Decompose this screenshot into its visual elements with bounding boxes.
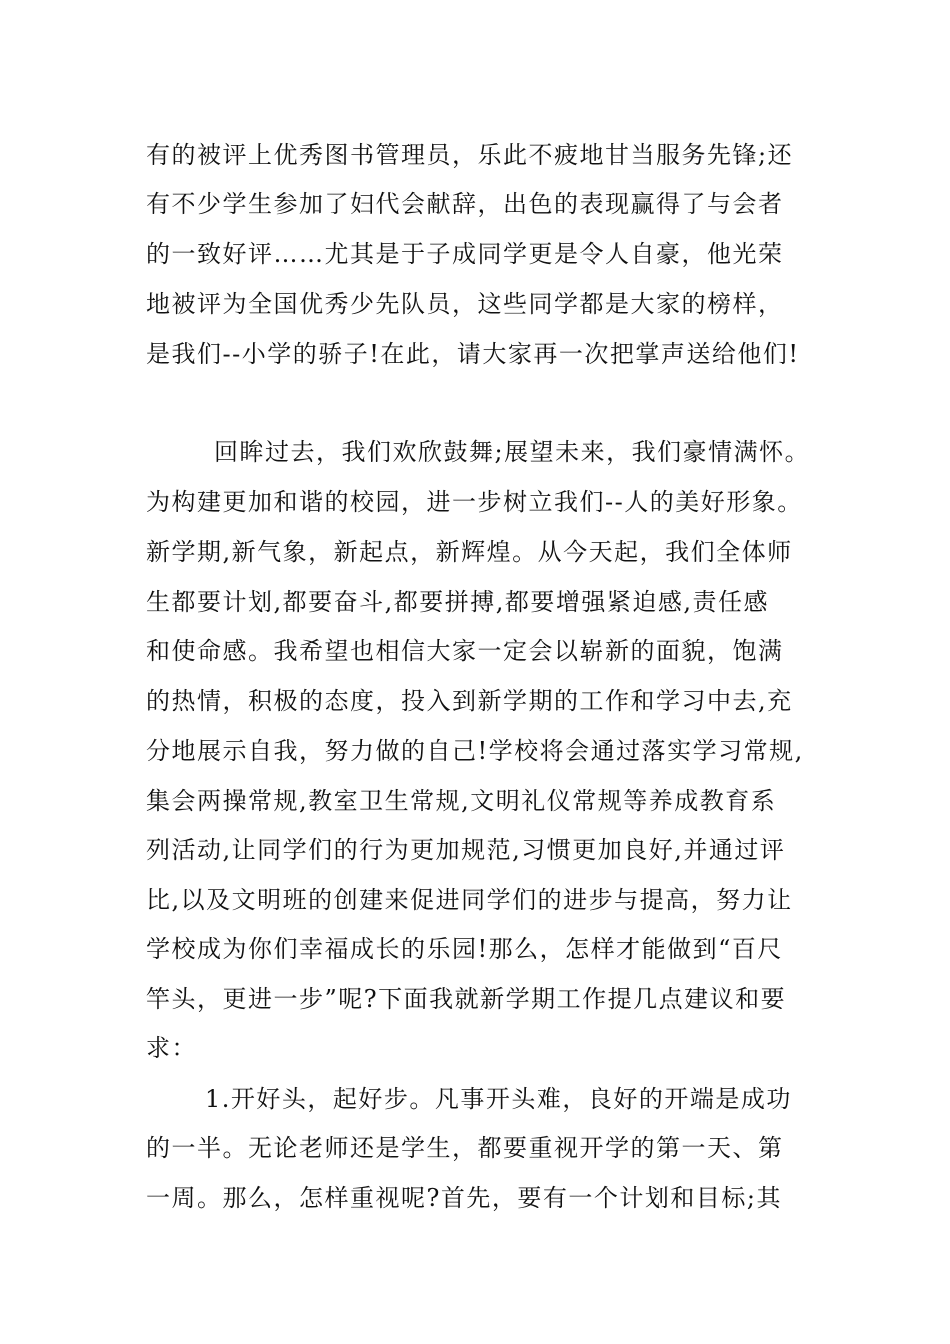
text-line: 新学期,新气象，新起点，新辉煌。从今天起，我们全体师 — [146, 538, 793, 566]
text-line: 学校成为你们幸福成长的乐园!那么，怎样才能做到“百尺 — [146, 935, 783, 963]
text-line: 和使命感。我希望也相信大家一定会以崭新的面貌，饱满 — [146, 637, 784, 665]
text-line: 地被评为全国优秀少先队员，这些同学都是大家的榜样， — [146, 290, 784, 318]
text-line: 是我们--小学的骄子!在此，请大家再一次把掌声送给他们! — [146, 340, 800, 368]
text-line: 分地展示自我，努力做的自己!学校将会通过落实学习常规, — [146, 737, 804, 765]
text-line: 一周。那么，怎样重视呢?首先，要有一个计划和目标;其 — [146, 1184, 782, 1212]
text-line: 生都要计划,都要奋斗,都要拼搏,都要增强紧迫感,责任感 — [146, 588, 770, 616]
text-line: 竿头，更进一步”呢?下面我就新学期工作提几点建议和要 — [146, 985, 787, 1013]
text-line: 有的被评上优秀图书管理员，乐此不疲地甘当服务先锋;还 — [146, 141, 794, 169]
text-line: 求： — [146, 1034, 197, 1062]
text-line: 的一半。无论老师还是学生，都要重视开学的第一天、第 — [146, 1134, 784, 1162]
text-line: 的一致好评……尤其是于子成同学更是令人自豪，他光荣 — [146, 240, 784, 268]
text-line: 集会两操常规,教室卫生常规,文明礼仪常规等养成教育系 — [146, 787, 777, 815]
text-line: 比,以及文明班的创建来促进同学们的进步与提高，努力让 — [146, 886, 793, 914]
text-line: 列活动,让同学们的行为更加规范,习惯更加良好,并通过评 — [146, 836, 786, 864]
text-line: 有不少学生参加了妇代会献辞，出色的表现赢得了与会者 — [146, 190, 784, 218]
paragraph-first-line: 回眸过去，我们欢欣鼓舞;展望未来，我们豪情满怀。 — [214, 438, 811, 466]
list-item-1-first-line: 1.开好头，起好步。凡事开头难，良好的开端是成功 — [205, 1085, 792, 1113]
text-line: 为构建更加和谐的校园，进一步树立我们--人的美好形象。 — [146, 488, 803, 516]
text-line: 的热情，积极的态度，投入到新学期的工作和学习中去,充 — [146, 687, 793, 715]
